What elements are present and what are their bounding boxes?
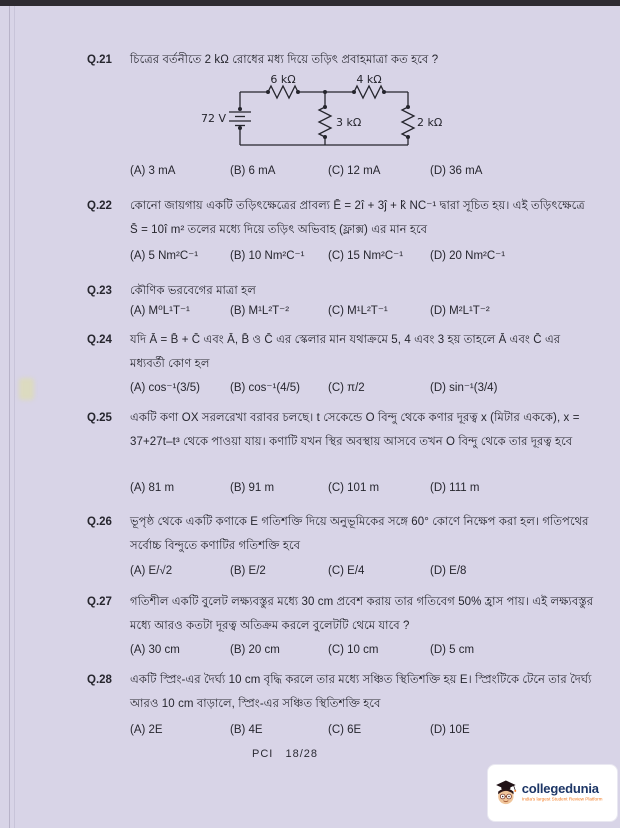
question-block-q21	[87, 48, 595, 72]
question-text: কোনো জায়গায় একটি তড়িৎক্ষেত্রের প্রাবল্য Ē = 2î + 3ĵ + k̂ NC⁻¹ দ্বারা সূচিত হয়। এই তড়িৎক্ষেত্রে S̄ = 10î m² তলের মধ্যে দিয়ে তড়িৎ অভিবাহ (ফ্লাক্স) এর মান হবে	[130, 200, 585, 236]
battery-label: 72 V	[200, 112, 226, 125]
resistor-6k-icon	[268, 86, 298, 98]
option-d: (D) 5 cm	[430, 644, 475, 656]
battery-icon	[229, 112, 251, 126]
option-d: (D) 111 m	[430, 482, 480, 494]
question-text: ভূপৃষ্ঠ থেকে একটি কণাকে E গতিশক্তি দিয়ে অনুভূমিকের সঙ্গে 60° কোণে নিক্ষেপ করা হল। গতিপথের সর্বোচ্চ বিন্দুতে কণাটির গতিশক্তি হবে	[130, 516, 589, 552]
option-d: (D) M²L¹T⁻²	[430, 305, 490, 317]
question-text: কৌণিক ভরবেগের মাত্রা হল	[130, 285, 256, 297]
question-number: Q.28	[87, 674, 112, 686]
question-block-q23	[87, 279, 595, 303]
option-b: (B) M¹L²T⁻²	[230, 305, 290, 317]
resistor-4k-icon	[354, 86, 384, 98]
option-a: (A) E/√2	[130, 565, 173, 577]
question-number: Q.25	[87, 412, 112, 424]
option-b: (B) 20 cm	[230, 644, 280, 656]
scan-edge-top	[0, 0, 620, 6]
option-a: (A) 3 mA	[130, 165, 176, 177]
question-block-q26	[87, 510, 595, 558]
scan-artifact-line	[9, 6, 10, 828]
question-block-q24	[87, 328, 595, 376]
question-number: Q.21	[87, 54, 112, 66]
options-row-q22	[130, 249, 602, 263]
scan-artifact-line	[14, 6, 15, 828]
question-text: গতিশীল একটি বুলেট লক্ষ্যবস্তুর মধ্যে 30 cm প্রবেশ করায় তার গতিবেগ 50% হ্রাস পায়। এই লক্ষ্যবস্তুর মধ্যে আরও কতটা দূরত্ব অতিক্রম করলে বুলেটটি থেমে যাবে ?	[130, 596, 594, 632]
resistor-6k-label: 6 kΩ	[270, 73, 296, 86]
question-number: Q.22	[87, 200, 112, 212]
resistor-4k-label: 4 kΩ	[356, 73, 382, 86]
option-b: (B) cos⁻¹(4/5)	[230, 382, 300, 394]
options-row-q27	[130, 643, 602, 657]
scan-artifact-smudge	[19, 378, 34, 400]
options-row-q23	[130, 304, 602, 318]
mascot-icon	[494, 774, 518, 812]
question-block-q25	[87, 406, 595, 454]
option-b: (B) 4E	[230, 724, 263, 736]
resistor-3k-label: 3 kΩ	[336, 116, 362, 129]
option-a: (A) 5 Nm²C⁻¹	[130, 250, 199, 262]
option-c: (C) 10 cm	[328, 644, 379, 656]
option-c: (C) 6E	[328, 724, 362, 736]
option-d: (D) 20 Nm²C⁻¹	[430, 250, 506, 262]
question-text: চিত্রের বর্তনীতে 2 kΩ রোধের মধ্য দিয়ে তড়িৎ প্রবাহমাত্রা কত হবে ?	[130, 54, 439, 66]
page-footer: PCI 18/28	[252, 748, 319, 760]
brand-text: collegedunia	[521, 781, 599, 796]
brand-tagline: India's largest Student Review Platform	[521, 797, 603, 802]
option-c: (C) 101 m	[328, 482, 380, 494]
option-a: (A) 2E	[130, 724, 163, 736]
question-block-q28	[87, 668, 595, 716]
option-a: (A) 30 cm	[130, 644, 180, 656]
options-row-q25	[130, 481, 602, 495]
option-d: (D) sin⁻¹(3/4)	[430, 382, 498, 394]
option-c: (C) π/2	[328, 382, 365, 394]
question-number: Q.26	[87, 516, 112, 528]
options-row-q24	[130, 381, 602, 395]
option-d: (D) 10E	[430, 724, 470, 736]
option-b: (B) 10 Nm²C⁻¹	[230, 250, 305, 262]
question-text: যদি Ā = B̄ + C̄ এবং Ā, B̄ ও C̄ এর স্কেলার মান যথাক্রমে 5, 4 এবং 3 হয় তাহলে Ā এবং C̄ এর মধ্যবর্তী কোণ হল	[130, 334, 561, 370]
option-c: (C) M¹L²T⁻¹	[328, 305, 388, 317]
circuit-figure	[195, 72, 460, 160]
option-d: (D) 36 mA	[430, 165, 483, 177]
question-text: একটি কণা OX সরলরেখা বরাবর চলছে। t সেকেন্ডে O বিন্দু থেকে কণার দূরত্ব x (মিটার এককে), x = 37+27t–t³ থেকে পাওয়া যায়। কণাটি যখন স্থির অবস্থায় আসবে তখন O বিন্দু থেকে তার দূরত্ব হবে	[130, 412, 580, 448]
question-number: Q.27	[87, 596, 112, 608]
option-b: (B) 91 m	[230, 482, 275, 494]
resistor-2k-label: 2 kΩ	[417, 116, 443, 129]
question-text: একটি স্প্রিং-এর দৈর্ঘ্য 10 cm বৃদ্ধি করলে তার মধ্যে সঞ্চিত স্থিতিশক্তি হয় E। স্প্রিংটিকে টেনে তার দৈর্ঘ্য আরও 10 cm বাড়ালে, স্প্রিং-এর সঞ্চিত স্থিতিশক্তি হবে	[130, 674, 592, 710]
question-number: Q.24	[87, 334, 112, 346]
option-a: (A) M⁰L¹T⁻¹	[130, 305, 190, 317]
resistor-3k-icon	[319, 107, 331, 137]
option-c: (C) 12 mA	[328, 165, 381, 177]
collegedunia-logo	[487, 764, 618, 822]
option-c: (C) E/4	[328, 565, 365, 577]
options-row-q28	[130, 723, 602, 737]
option-a: (A) cos⁻¹(3/5)	[130, 382, 200, 394]
resistor-2k-icon	[402, 107, 414, 137]
option-b: (B) 6 mA	[230, 165, 276, 177]
question-block-q27	[87, 590, 595, 638]
option-b: (B) E/2	[230, 565, 266, 577]
option-c: (C) 15 Nm²C⁻¹	[328, 250, 404, 262]
question-number: Q.23	[87, 285, 112, 297]
question-block-q22	[87, 194, 595, 242]
option-d: (D) E/8	[430, 565, 467, 577]
options-row-q26	[130, 564, 602, 578]
option-a: (A) 81 m	[130, 482, 175, 494]
options-row-q21	[130, 164, 602, 178]
